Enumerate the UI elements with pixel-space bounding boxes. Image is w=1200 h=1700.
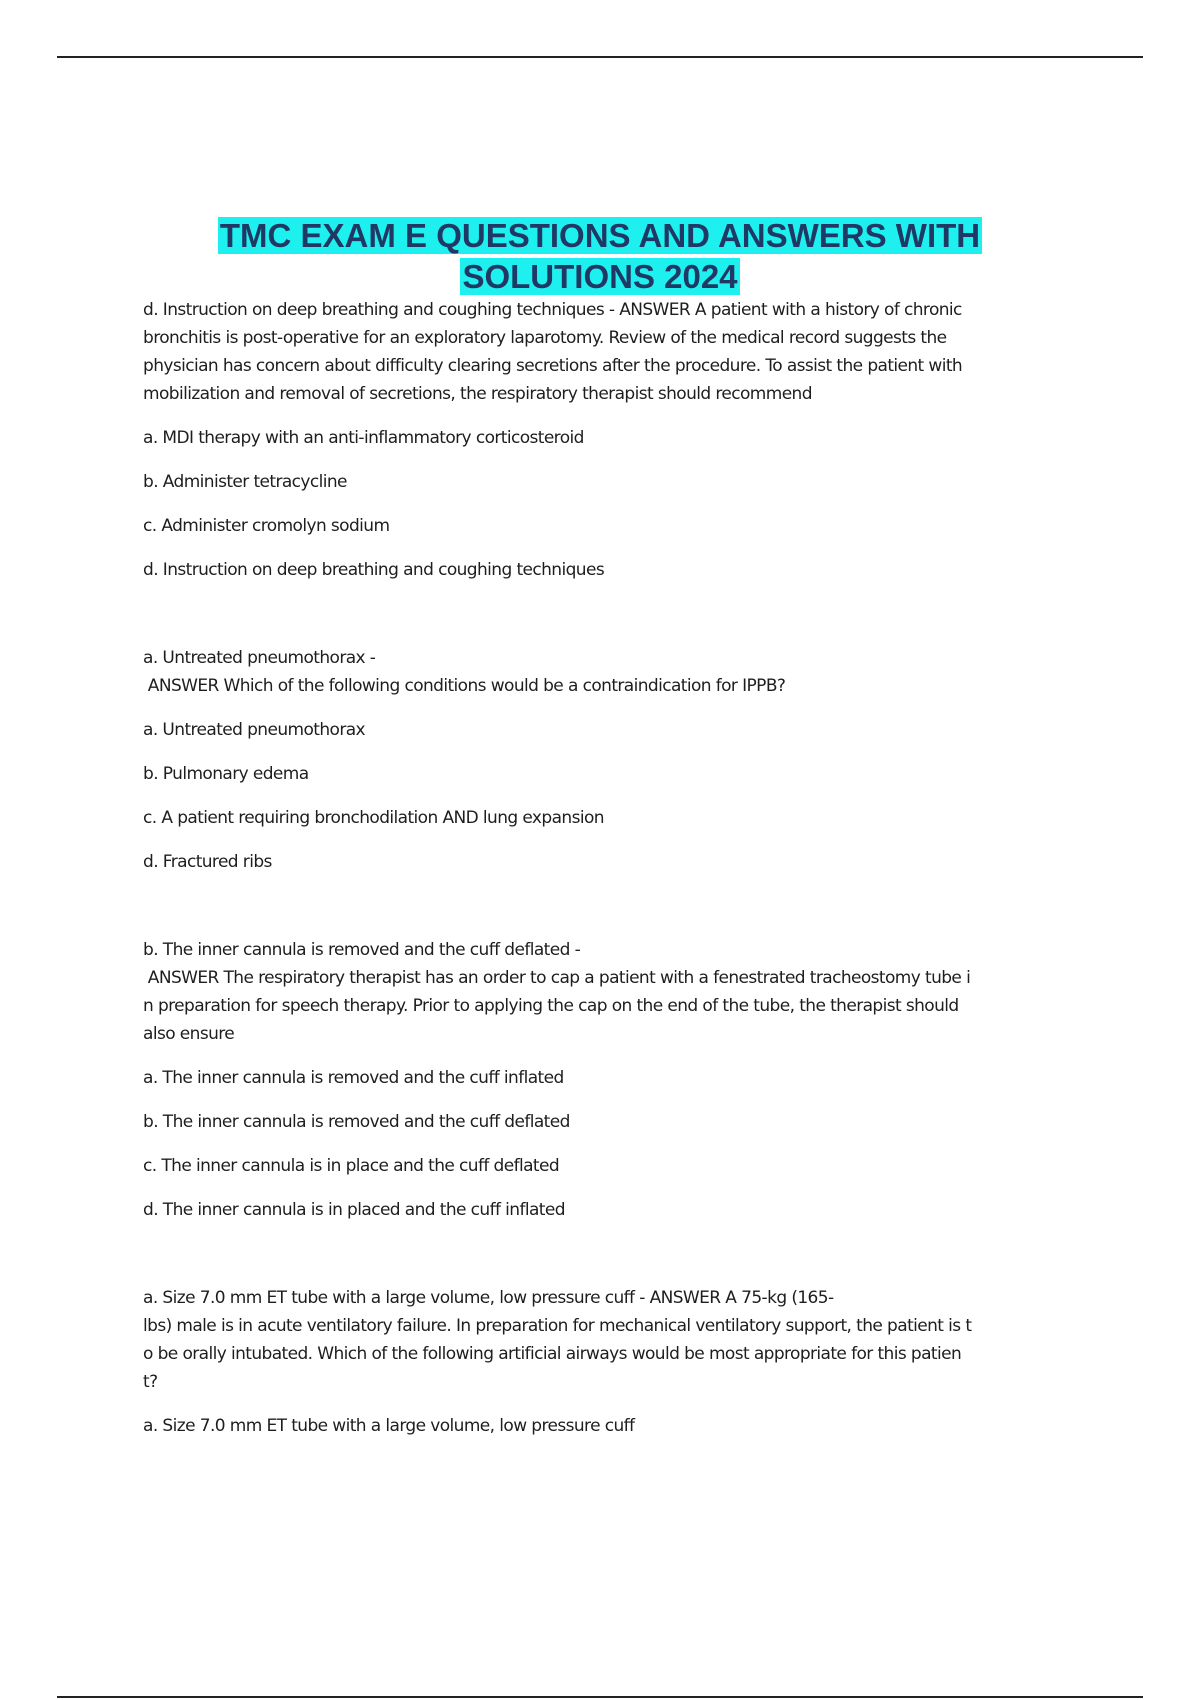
question-3-option-b: b. The inner cannula is removed and the cuff deflated	[143, 1112, 570, 1132]
question-2-line: ANSWER Which of the following conditions would be a contraindication for IPPB?	[143, 676, 786, 696]
question-3-line: ANSWER The respiratory therapist has an order to cap a patient with a fenestrated tracheostomy tube i	[143, 968, 971, 988]
header-rule	[57, 56, 1143, 58]
question-1-option-d: d. Instruction on deep breathing and coughing techniques	[143, 560, 605, 580]
question-4-line: o be orally intubated. Which of the following artificial airways would be most appropriate for this patien	[143, 1344, 962, 1364]
question-1-option-a: a. MDI therapy with an anti-inflammatory corticosteroid	[143, 428, 584, 448]
question-3-option-c: c. The inner cannula is in place and the cuff deflated	[143, 1156, 560, 1176]
question-4-option-a: a. Size 7.0 mm ET tube with a large volume, low pressure cuff	[143, 1416, 635, 1436]
question-2-line: a. Untreated pneumothorax -	[143, 648, 376, 668]
question-1-line: mobilization and removal of secretions, the respiratory therapist should recommend	[143, 384, 812, 404]
document-body	[143, 296, 1058, 1440]
question-3-option-d: d. The inner cannula is in placed and the cuff inflated	[143, 1200, 565, 1220]
question-3-line: b. The inner cannula is removed and the cuff deflated -	[143, 940, 581, 960]
question-2-stem	[143, 644, 1058, 700]
question-3-line: also ensure	[143, 1024, 235, 1044]
question-1-option-c: c. Administer cromolyn sodium	[143, 516, 390, 536]
question-4-line: t?	[143, 1372, 158, 1392]
question-1-option-b: b. Administer tetracycline	[143, 472, 347, 492]
question-4-stem	[143, 1284, 1058, 1396]
question-2-option-b: b. Pulmonary edema	[143, 764, 309, 784]
footer-rule	[57, 1696, 1143, 1698]
question-1-line: physician has concern about difficulty clearing secretions after the procedure. To assist the patient with	[143, 356, 963, 376]
title-line-2: SOLUTIONS 2024	[462, 258, 738, 295]
question-2-option-d: d. Fractured ribs	[143, 852, 272, 872]
question-3-line: n preparation for speech therapy. Prior to applying the cap on the end of the tube, the therapist should	[143, 996, 959, 1016]
title-line-1: TMC EXAM E QUESTIONS AND ANSWERS WITH	[219, 217, 981, 254]
question-4-line: lbs) male is in acute ventilatory failure. In preparation for mechanical ventilatory support, the patient is t	[143, 1316, 972, 1336]
question-1-line: d. Instruction on deep breathing and coughing techniques - ANSWER A patient with a history of chronic	[143, 300, 962, 320]
question-2-option-a: a. Untreated pneumothorax	[143, 720, 365, 740]
question-1-stem	[143, 296, 1058, 408]
question-4-line: a. Size 7.0 mm ET tube with a large volume, low pressure cuff - ANSWER A 75-kg (165-	[143, 1288, 834, 1308]
question-2-option-c: c. A patient requiring bronchodilation AND lung expansion	[143, 808, 604, 828]
question-3-stem	[143, 936, 1058, 1048]
question-1-line: bronchitis is post-operative for an exploratory laparotomy. Review of the medical record suggests the	[143, 328, 947, 348]
question-3-option-a: a. The inner cannula is removed and the cuff inflated	[143, 1068, 564, 1088]
page-title	[0, 215, 1200, 297]
